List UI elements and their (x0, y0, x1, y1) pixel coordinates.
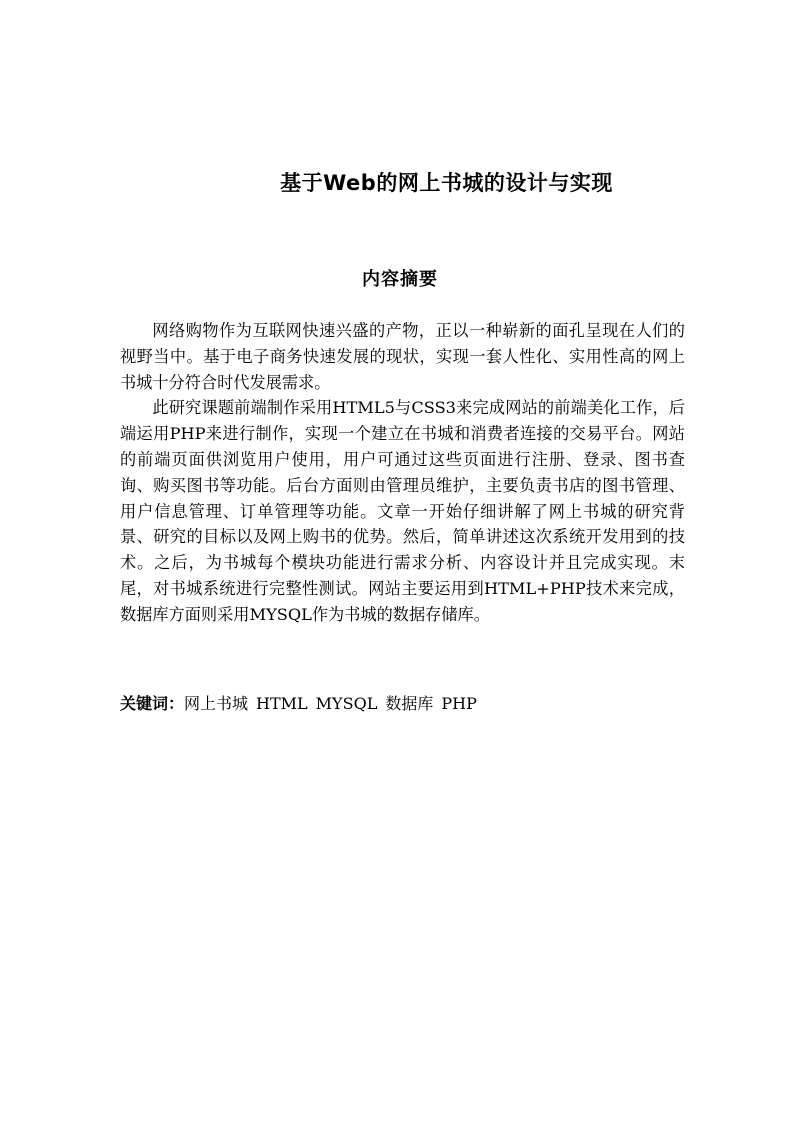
abstract-heading: 内容摘要 (362, 269, 438, 290)
abstract-body (120, 318, 685, 628)
keyword-item: MYSQL (315, 694, 378, 713)
keywords-label: 关键词： (120, 694, 185, 713)
abstract-paragraph-2: 此研究课题前端制作采用HTML5与CSS3来完成网站的前端美化工作，后端运用PHP来进行制作，实现一个建立在书城和消费者连接的交易平台。网站的前端页面供浏览用户使用，用户可通过这些页面进行注册、登录、图书查询、购买图书等功能。后台方面则由管理员维护，主要负责书店的图书管理、用户信息管理、订单管理等功能。文章一开始仔细讲解了网上书城的研究背景、研究的目标以及网上购书的优势。然后，简单讲述这次系统开发用到的技术。之后，为书城每个模块功能进行需求分析、内容设计并且完成实现。末尾，对书城系统进行完整性测试。网站主要运用到HTML+PHP技术来完成，数据库方面则采用MYSQL作为书城的数据存储库。 (120, 398, 685, 624)
keyword-item: 网上书城 (184, 694, 249, 713)
keywords-line (120, 692, 685, 716)
keyword-item: PHP (441, 694, 477, 713)
keyword-item: HTML (256, 694, 308, 713)
keyword-item: 数据库 (385, 694, 434, 713)
document-title: 基于Web的网上书城的设计与实现 (280, 171, 613, 195)
abstract-paragraph-1: 网络购物作为互联网快速兴盛的产物，正以一种崭新的面孔呈现在人们的视野当中。基于电子商务快速发展的现状，实现一套人性化、实用性高的网上书城十分符合时代发展需求。 (120, 321, 685, 392)
